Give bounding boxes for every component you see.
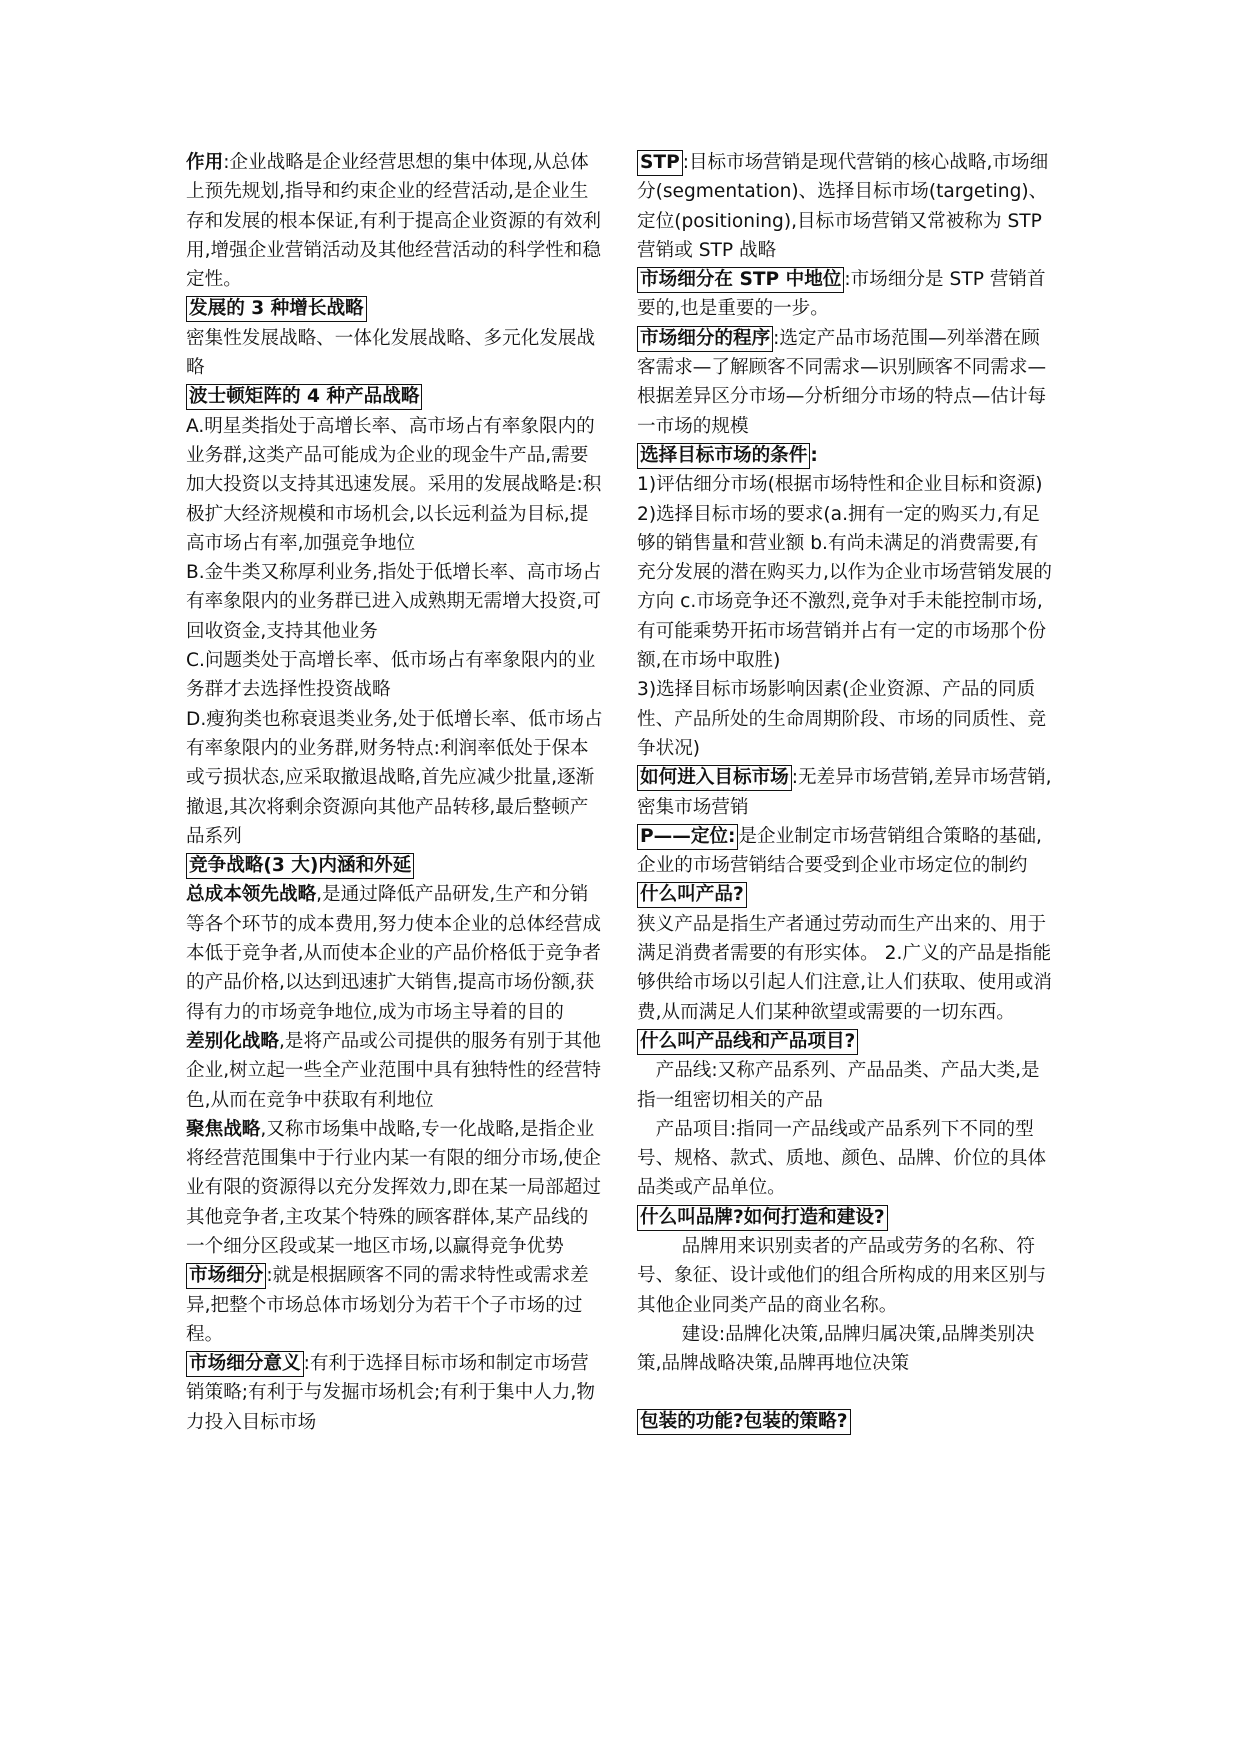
target-condition-1: 1)评估细分市场(根据市场特性和企业目标和资源) xyxy=(637,474,1043,496)
paragraph-positioning xyxy=(637,822,1055,881)
heading-target-conditions: 选择目标市场的条件 xyxy=(637,443,810,469)
enter-market-text: :无差异市场营销,差异市场营销,密集市场营销 xyxy=(637,767,1052,818)
role-label: 作用 xyxy=(186,152,224,173)
left-column xyxy=(186,148,604,1437)
segmentation-text: :就是根据顾客不同的需求特性或需求差异,把整个市场总体市场划分为若干个子市场的过程。 xyxy=(186,1265,589,1345)
cost-leadership-text: ,是通过降低产品研发,生产和分销等各个环节的成本费用,努力使本企业的总体经营成本低于竞争者,从而使本企业的产品价格低于竞争者的产品价格,以达到迅速扩大销售,提高市场份额,获得有力的市场竞争地位,成为市场主导着的目的 xyxy=(186,884,601,1023)
product-line-text: 产品线:又称产品系列、产品品类、产品大类,是指一组密切相关的产品 xyxy=(637,1060,1040,1111)
heading-packaging: 包装的功能?包装的策略? xyxy=(637,1409,851,1435)
segmentation-meaning-label: 市场细分意义 xyxy=(186,1351,304,1377)
segmentation-meaning-text: :有利于选择目标市场和制定市场营销策略;有利于与发掘市场机会;有利于集中人力,物力投入目标市场 xyxy=(186,1353,595,1433)
blank-line xyxy=(637,1378,1055,1407)
enter-market-label: 如何进入目标市场 xyxy=(637,765,792,791)
seg-in-stp-text: :市场细分是 STP 营销首要的,也是重要的一步。 xyxy=(637,269,1046,320)
heading-what-is-product: 什么叫产品? xyxy=(637,882,747,908)
bcg-dog: D.瘦狗类也称衰退类业务,处于低增长率、低市场占有率象限内的业务群,财务特点:利润率低处于保本或亏损状态,应采取撤退战略,首先应减少批量,逐渐撤退,其次将剩余资源向其他产品转移,最后整顿产品系列 xyxy=(186,708,603,847)
right-column xyxy=(637,148,1055,1437)
paragraph-segmentation xyxy=(186,1261,604,1349)
stp-label: STP xyxy=(637,150,683,176)
seg-in-stp-label: 市场细分在 STP 中地位 xyxy=(637,267,844,293)
cost-leadership-label: 总成本领先战略 xyxy=(186,884,317,906)
segmentation-label: 市场细分 xyxy=(186,1263,266,1289)
paragraph-role xyxy=(186,148,604,294)
paragraph-stp xyxy=(637,148,1055,265)
heading-brand: 什么叫品牌?如何打造和建设? xyxy=(637,1205,888,1231)
differentiation-label: 差别化战略 xyxy=(186,1030,279,1052)
paragraph-enter-market xyxy=(637,763,1055,822)
role-text: :企业战略是企业经营思想的集中体现,从总体上预先规划,指导和约束企业的经营活动,是企业生存和发展的根本保证,有利于提高企业资源的有效利用,增强企业营销活动及其他经营活动的科学性和稳定性。 xyxy=(186,152,601,291)
target-condition-3: 3)选择目标市场影响因素(企业资源、产品的同质性、产品所处的生命周期阶段、市场的同质性、竞争状况) xyxy=(637,679,1047,759)
paragraph-target-conditions xyxy=(637,441,1055,470)
bcg-star: A.明星类指处于高增长率、高市场占有率象限内的业务群,这类产品可能成为企业的现金牛产品,需要加大投资以支持其迅速发展。采用的发展战略是:积极扩大经济规模和市场机会,以长远利益为目标,提高市场占有率,加强竞争地位 xyxy=(186,415,602,554)
positioning-text: 是企业制定市场营销组合策略的基础,企业的市场营销结合要受到企业市场定位的制约 xyxy=(637,825,1042,877)
product-definition: 狭义产品是指生产者通过劳动而生产出来的、用于满足消费者需要的有形实体。 2.广义的产品是指能够供给市场以引起人们注意,让人们获取、使用或消费,从而满足人们某种欲望或需要的一切东西。 xyxy=(637,913,1052,1023)
seg-procedure-label: 市场细分的程序 xyxy=(637,326,773,352)
paragraph-segmentation-meaning xyxy=(186,1349,604,1437)
paragraph-focus xyxy=(186,1115,604,1261)
product-item-text: 产品项目:指同一产品线或产品系列下不同的型号、规格、款式、质地、颜色、品牌、价位的具体品类或产品单位。 xyxy=(637,1118,1047,1199)
stp-text: :目标市场营销是现代营销的核心战略,市场细分(segmentation)、选择目标市场(targeting)、定位(positioning),目标市场营销又常被称为 STP 营销或 STP 战略 xyxy=(637,152,1049,261)
target-condition-2: 2)选择目标市场的要求(a.拥有一定的购买力,有足够的销售量和营业额 b.有尚未满足的消费需要,有充分发展的潜在购买力,以作为企业市场营销发展的方向 c.市场竞争还不激烈,竞争对手未能控制市场,有可能乘势开拓市场营销并占有一定的市场那个份额,在市场中取胜) xyxy=(637,503,1052,672)
positioning-label: P——定位: xyxy=(637,824,738,850)
focus-label: 聚焦战略 xyxy=(186,1118,261,1140)
paragraph-seg-procedure xyxy=(637,324,1055,441)
bcg-question-mark: C.问题类处于高增长率、低市场占有率象限内的业务群才去选择性投资战略 xyxy=(186,650,596,701)
bcg-cash-cow: B.金牛类又称厚利业务,指处于低增长率、高市场占有率象限内的业务群已进入成熟期无需增大投资,可回收资金,支持其他业务 xyxy=(186,562,602,642)
differentiation-text: ,是将产品或公司提供的服务有别于其他企业,树立起一些全产业范围中具有独特性的经营特色,从而在竞争中获取有利地位 xyxy=(186,1030,601,1111)
heading-product-line: 什么叫产品线和产品项目? xyxy=(637,1029,858,1055)
brand-definition: 品牌用来识别卖者的产品或劳务的名称、符号、象征、设计或他们的组合所构成的用来区别与其他企业同类产品的商业名称。 xyxy=(637,1235,1047,1316)
paragraph-cost-leadership xyxy=(186,880,604,1026)
focus-text: ,又称市场集中战略,专一化战略,是指企业将经营范围集中于行业内某一有限的细分市场,使企业有限的资源得以充分发挥效力,即在某一局部超过其他竞争者,主攻某个特殊的顾客群体,某产品线的一个细分区段或某一地区市场,以赢得竞争优势 xyxy=(186,1118,601,1257)
paragraph-seg-in-stp xyxy=(637,265,1055,324)
heading-competitive-strategy: 竞争战略(3 大)内涵和外延 xyxy=(186,853,414,879)
heading-bcg-matrix: 波士顿矩阵的 4 种产品战略 xyxy=(186,384,422,410)
brand-building: 建设:品牌化决策,品牌归属决策,品牌类别决策,品牌战略决策,品牌再地位决策 xyxy=(637,1323,1035,1375)
target-conditions-colon: : xyxy=(810,444,818,466)
growth-strategies-text: 密集性发展战略、一体化发展战略、多元化发展战略 xyxy=(186,327,596,379)
heading-growth-strategies: 发展的 3 种增长战略 xyxy=(186,296,367,322)
paragraph-differentiation xyxy=(186,1027,604,1115)
seg-procedure-text: :选定产品市场范围—列举潜在顾客需求—了解顾客不同需求—识别顾客不同需求—根据差异区分市场—分析细分市场的特点—估计每一市场的规模 xyxy=(637,327,1047,437)
